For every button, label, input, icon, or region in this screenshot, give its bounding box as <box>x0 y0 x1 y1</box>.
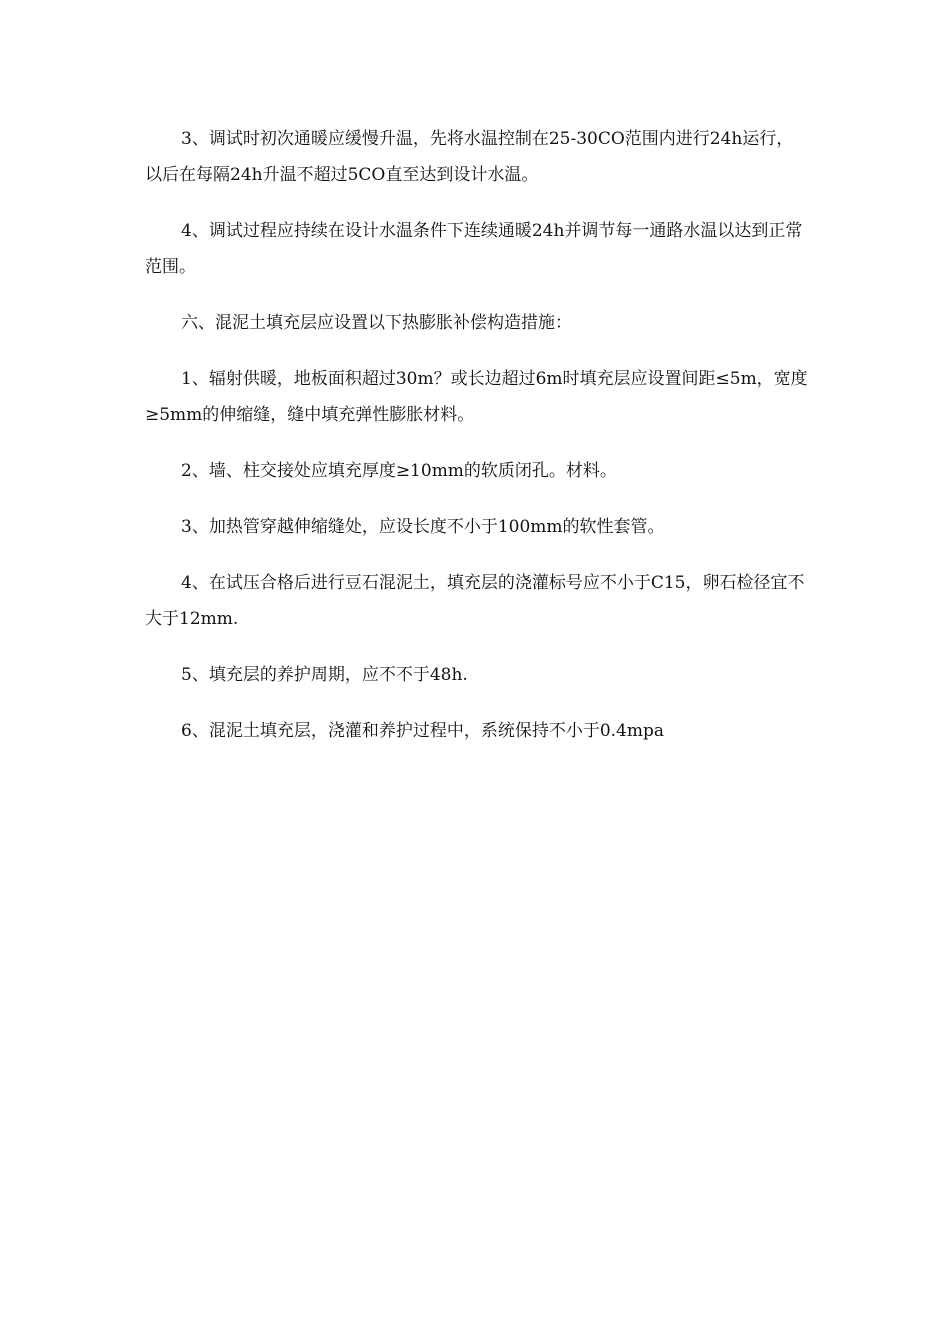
paragraph-pipe-sleeve: 3、加热管穿越伸缩缝处，应设长度不小于100mm的软性套管。 <box>181 517 665 537</box>
paragraph-commissioning-heating: 3、调试时初次通暖应缓慢升温，先将水温控制在25-30CO范围内进行24h运行，以后在每隔24h升温不超过5CO直至达到设计水温。 <box>145 129 794 185</box>
paragraph-commissioning-continuous: 4、调试过程应持续在设计水温条件下连续通暖24h并调节每一通路水温以达到正常范围。 <box>145 221 803 277</box>
paragraph-concrete-grade: 4、在试压合格后进行豆石混泥土，填充层的浇灌标号应不小于C15，卵石检径宜不大于12mm. <box>145 573 805 629</box>
paragraph-system-pressure: 6、混泥土填充层，浇灌和养护过程中，系统保持不小于0.4mpa <box>181 721 664 741</box>
section-heading-expansion-measures: 六、混泥土填充层应设置以下热膨胀补偿构造措施： <box>181 313 572 333</box>
paragraph-curing-period: 5、填充层的养护周期，应不不于48h. <box>181 665 468 685</box>
paragraph-wall-column-filling: 2、墙、柱交接处应填充厚度≥10mm的软质闭孔。材料。 <box>181 461 617 481</box>
paragraph-expansion-joints: 1、辐射供暖，地板面积超过30m？或长边超过6m时填充层应设置间距≤5m，宽度≥5mm的伸缩缝，缝中填充弹性膨胀材料。 <box>145 369 808 425</box>
document-body <box>145 121 810 769</box>
